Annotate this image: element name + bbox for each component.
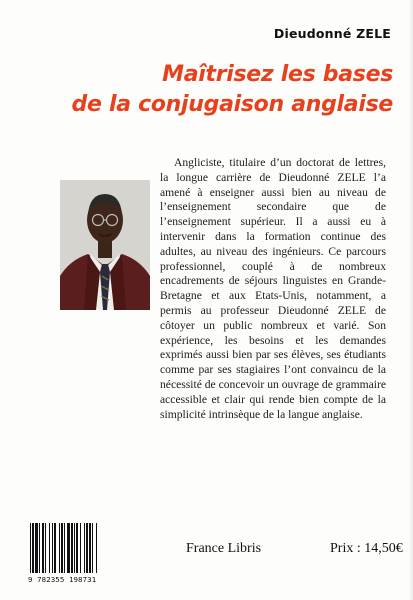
barcode-bar (89, 523, 91, 573)
barcode-bar (80, 523, 81, 573)
barcode-bar (32, 523, 34, 573)
barcode-bar (59, 523, 60, 573)
author-photo (60, 180, 150, 310)
blurb-paragraph: Angliciste, titulaire d’un doctorat de lettres, la longue carrière de Dieudonné ZELE l’a amené à enseigner aussi bien au niveau de l’enseignement secondaire que de l’enseignement supérieur. Il a aussi eu à intervenir dans la formation continue des adultes, au niveau des ingénieurs. Ce parcours professionnel, couplé à de nombreux encadrements de séjours linguistes en Grande-Bretagne et aux Etats-Unis, notamment, a permis au professeur Dieudonné ZELE de côtoyer un public nombreux et varié. Son expérience, les besoins et les demandes exprimés aussi bien par ses élèves, ses étudiants comme par ses stagiaires l’ont convaincu de la nécessité de concevoir un ouvrage de grammaire accessible et clair qui rende bien compte de la simplicité intrinsèque de la langue anglaise. (160, 156, 386, 421)
title-line-2: de la conjugaison anglaise (71, 92, 393, 117)
barcode (28, 523, 126, 575)
barcode-bar (96, 523, 97, 573)
barcode-bar (86, 523, 88, 573)
barcode-bar (52, 523, 53, 573)
barcode-bar (74, 523, 75, 573)
barcode-bar (76, 523, 78, 573)
barcode-bar (39, 523, 40, 573)
author-name: Dieudonné ZELE (273, 26, 391, 41)
back-cover-blurb (160, 156, 386, 422)
barcode-bar (35, 523, 38, 573)
book-title (13, 60, 393, 120)
barcode-bars-icon (28, 523, 126, 575)
barcode-bar (42, 523, 44, 573)
author-portrait-illustration (60, 180, 150, 310)
isbn-number: 9 782355 198731 (28, 575, 97, 584)
title-line-1: Maîtrisez les bases (162, 62, 393, 87)
barcode-bar (71, 523, 73, 573)
barcode-bar (54, 523, 56, 573)
barcode-bar (64, 523, 65, 573)
barcode-bar (92, 523, 93, 573)
barcode-bar (84, 523, 85, 573)
publisher-name: France Libris (186, 541, 262, 556)
barcode-bar (61, 523, 63, 573)
barcode-bar (49, 523, 50, 573)
price-label: Prix : 14,50€ (330, 541, 403, 556)
page-edge-shadow (409, 0, 413, 600)
barcode-bar (45, 523, 46, 573)
barcode-bar (67, 523, 70, 573)
barcode-bar (30, 523, 31, 573)
